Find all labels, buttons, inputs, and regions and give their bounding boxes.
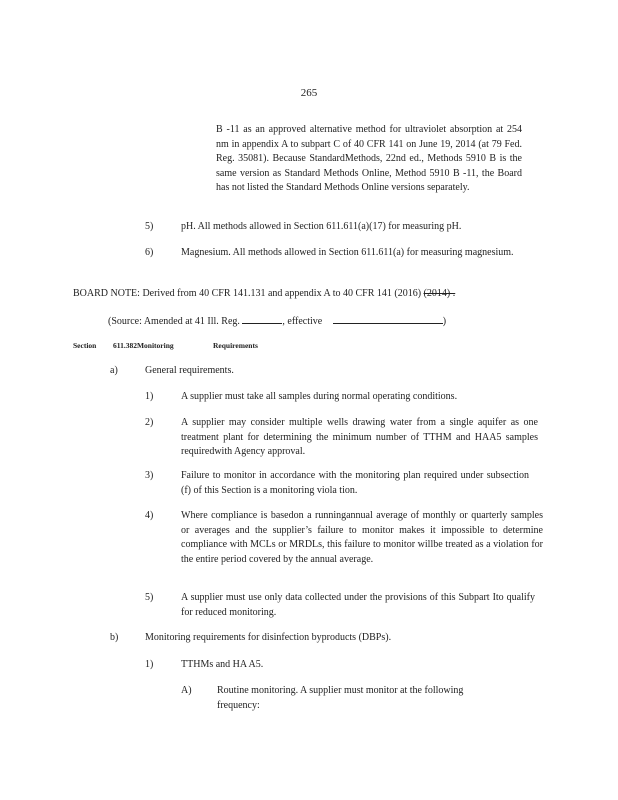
item-number: 5) <box>145 592 154 603</box>
source-note <box>108 313 446 330</box>
reg-blank <box>242 313 282 324</box>
subsection-letter: b) <box>110 632 119 643</box>
item-text: Magnesium. All methods allowed in Section 611.611(a) for measuring magnesium. <box>181 247 514 258</box>
struck-text: (2014) . <box>423 288 456 299</box>
item-text: Where compliance is basedon a runningannual average of monthly or quarterly samples or averages and the supplier’s failure to monitor makes it impossible to determine compliance with MCLs or MRDLs, this failure to monitor willbe treated as a violation for the entire period covered by the annual average. <box>181 510 543 565</box>
subsection-letter: a) <box>110 365 118 376</box>
item-letter: A) <box>181 685 192 696</box>
continuation-paragraph: B -11 as an approved alternative method for ultraviolet absorption at 254 nm in appendix A to subpart C of 40 CFR 141 on June 19, 2014 (at 79 Fed. Reg. 35081). Because StandardMethods, 22nd ed., Methods 5910 B is the same version as Standard Methods Online, Method 5910 B -11, the Board has not listed the Standard Methods Online versions separately. <box>216 124 522 193</box>
item-number: 4) <box>145 510 154 521</box>
item-number: 2) <box>145 417 154 428</box>
item-number: 6) <box>145 247 154 258</box>
subsection-title: Monitoring requirements for disinfection byproducts (DBPs). <box>145 632 392 643</box>
board-note-text: BOARD NOTE: Derived from 40 CFR 141.131 and appendix A to 40 CFR 141 (2016) <box>73 288 422 299</box>
date-blank <box>333 313 443 324</box>
subsection-title: General requirements. <box>145 365 234 376</box>
page-number: 265 <box>300 87 318 99</box>
item-number: 3) <box>145 470 154 481</box>
section-number-title: 611.382Monitoring <box>113 341 174 350</box>
item-text: A supplier must use only data collected under the provisions of this Subpart Ito qualify for reduced monitoring. <box>181 592 535 618</box>
item-text: TTHMs and HA A5. <box>181 659 264 670</box>
board-note <box>73 287 543 302</box>
item-number: 1) <box>145 391 154 402</box>
item-text: Failure to monitor in accordance with the monitoring plan required under subsection (f) of this Section is a monitoring viola tion. <box>181 470 529 496</box>
section-title-rest: Requirements <box>213 341 258 350</box>
section-label: Section <box>73 341 97 350</box>
source-middle: , effective <box>282 316 323 327</box>
source-prefix: (Source: Amended at 41 Ill. Reg. <box>108 316 240 327</box>
source-suffix: ) <box>442 316 447 327</box>
item-number: 1) <box>145 659 154 670</box>
item-text: A supplier must take all samples during normal operating conditions. <box>181 391 458 402</box>
item-text: A supplier may consider multiple wells drawing water from a single aquifer as one treatment plant for determining the minimum number of TTHM and HAA5 samples requiredwith Agency approval. <box>181 417 538 457</box>
item-number: 5) <box>145 221 154 232</box>
item-text: pH. All methods allowed in Section 611.611(a)(17) for measuring pH. <box>181 221 462 232</box>
item-text: Routine monitoring. A supplier must monitor at the following frequency: <box>217 685 464 711</box>
